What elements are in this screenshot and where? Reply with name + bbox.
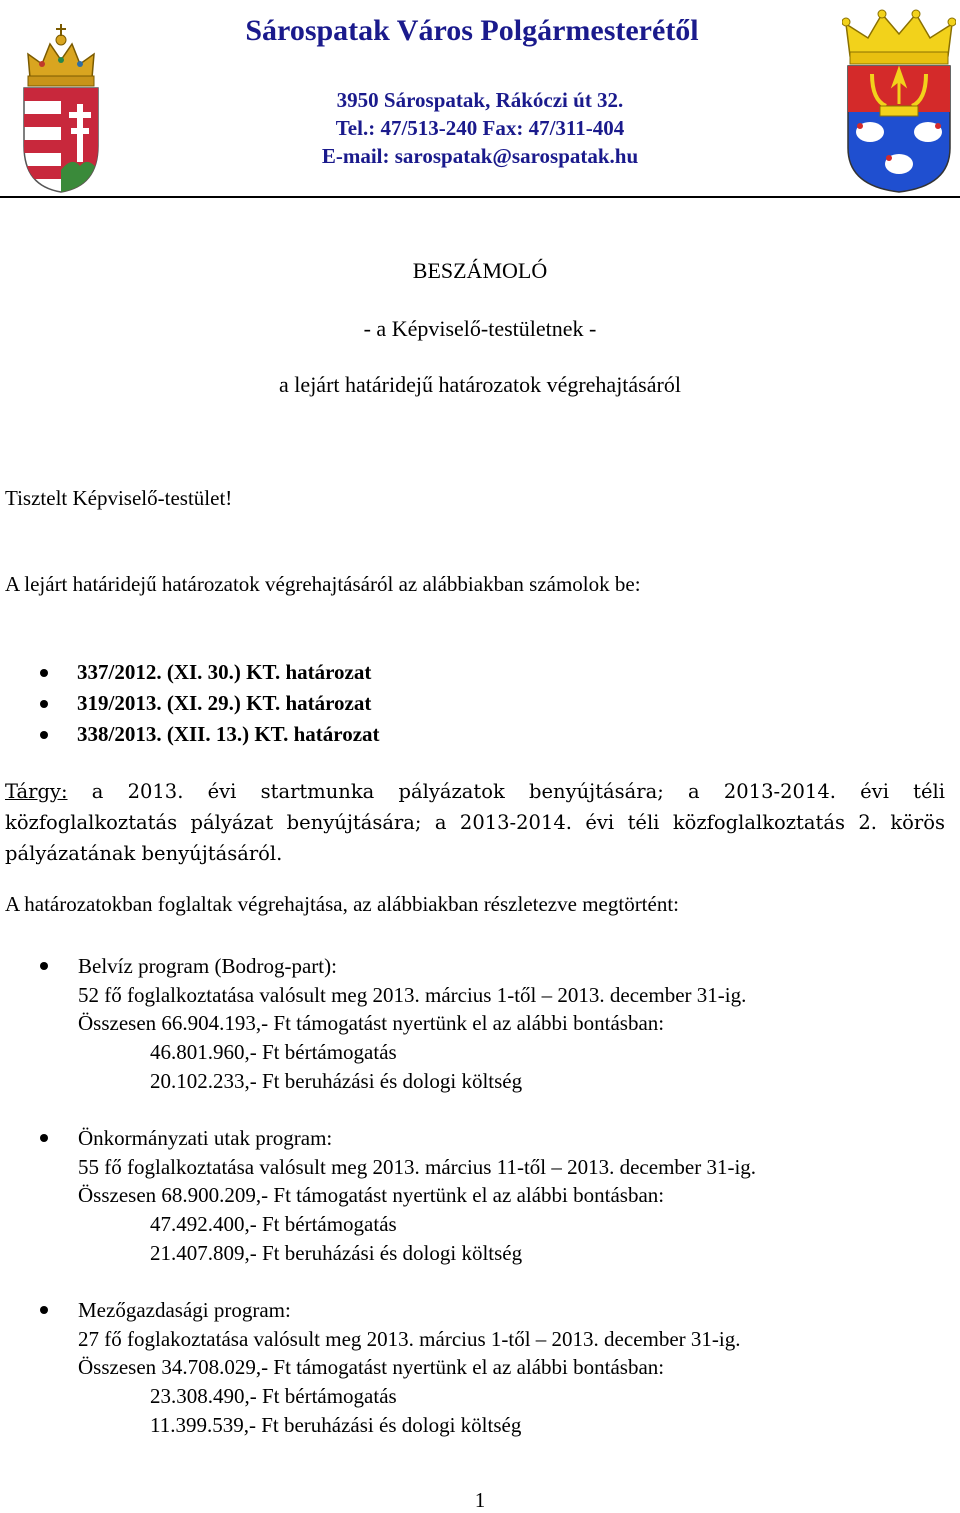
execution-paragraph: A határozatokban foglaltak végrehajtása, az alábbiakban részletezve megtörtént: [5, 892, 680, 916]
document-topic: a lejárt határidejű határozatok végrehajtásáról [279, 372, 681, 397]
program-wage-subsidy: 47.492.400,- Ft bértámogatás [150, 1212, 397, 1237]
program-wage-subsidy: 46.801.960,- Ft bértámogatás [150, 1040, 397, 1065]
program-employment: 55 fő foglalkoztatása valósult meg 2013. március 11-től – 2013. december 31-ig. [78, 1154, 757, 1179]
letterhead-address: 3950 Sárospatak, Rákóczi út 32. [336, 88, 624, 112]
greeting: Tisztelt Képviselő-testület! [5, 486, 233, 510]
program-investment-cost: 21.407.809,- Ft beruházási és dologi költség [150, 1240, 523, 1265]
subject-line: pályázatának benyújtásáról. [5, 842, 283, 865]
program-total: Összesen 66.904.193,- Ft támogatást nyertünk el az alábbi bontásban: [78, 1011, 665, 1036]
program-wage-subsidy: 23.308.490,- Ft bértámogatás [150, 1384, 397, 1409]
program-employment: 52 fő foglalkoztatása valósult meg 2013. március 1-től – 2013. december 31-ig. [78, 982, 747, 1007]
subject-line: Tárgy: a 2013. évi startmunka pályázatok benyújtására; a 2013-2014. évi téli [5, 780, 945, 803]
letterhead-email: E-mail: sarospatak@sarospatak.hu [321, 144, 639, 168]
bullet-icon [40, 669, 48, 677]
bullet-icon [40, 700, 48, 708]
letterhead-divider [0, 196, 960, 198]
program-investment-cost: 11.399.539,- Ft beruházási és dologi költség [150, 1412, 522, 1437]
intro-paragraph: A lejárt határidejű határozatok végrehajtásáról az alábbiakban számolok be: [5, 572, 641, 596]
bullet-icon [40, 1306, 48, 1314]
document-heading: BESZÁMOLÓ [412, 258, 548, 283]
subject-line: közfoglalkoztatás pályázat benyújtására; a 2013-2014. évi téli közfoglalkoztatás 2. körös [5, 811, 945, 834]
sarospatak-coat-of-arms-icon [842, 8, 956, 194]
program-investment-cost: 20.102.233,- Ft beruházási és dologi költség [150, 1068, 523, 1093]
subject-paragraph [5, 776, 945, 869]
letterhead-phone-fax: Tel.: 47/513-240 Fax: 47/311-404 [335, 116, 625, 140]
program-name: Belvíz program (Bodrog-part): [78, 954, 337, 978]
bullet-icon [40, 962, 48, 970]
document-subheading: - a Képviselő-testületnek - [363, 316, 597, 341]
program-name: Mezőgazdasági program: [78, 1298, 291, 1322]
subject-label: Tárgy: [5, 780, 68, 803]
program-total: Összesen 34.708.029,- Ft támogatást nyertünk el az alábbi bontásban: [78, 1355, 665, 1380]
page-number: 1 [474, 1488, 486, 1512]
program-employment: 27 fő foglakoztatása valósult meg 2013. március 1-től – 2013. december 31-ig. [78, 1326, 741, 1351]
letterhead-title: Sárospatak Város Polgármesterétől [245, 14, 699, 47]
program-name: Önkormányzati utak program: [78, 1126, 333, 1150]
program-total: Összesen 68.900.209,- Ft támogatást nyertünk el az alábbi bontásban: [78, 1183, 665, 1208]
bullet-icon [40, 731, 48, 739]
bullet-icon [40, 1134, 48, 1142]
